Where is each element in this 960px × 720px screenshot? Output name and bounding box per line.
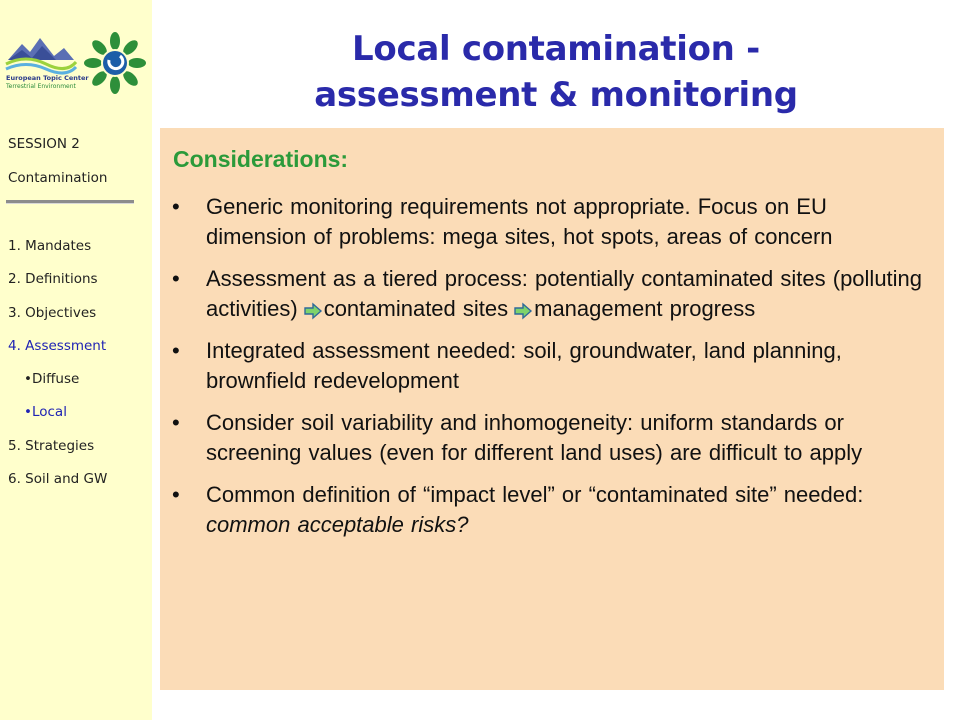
- bullet-dot: •: [172, 194, 180, 219]
- bullet-dot: •: [172, 482, 180, 507]
- bullet-text: Integrated assessment needed: soil, groundwater, land planning, brownfield redevelopment: [206, 338, 842, 393]
- considerations-heading: Considerations:: [173, 146, 349, 172]
- nav-item-diffuse[interactable]: •Diffuse: [24, 371, 80, 388]
- slide-title-line2: assessment & monitoring: [314, 75, 798, 115]
- logo-area: [0, 30, 152, 100]
- nav-item-mandates[interactable]: 1. Mandates: [8, 238, 92, 254]
- nav-item-soil-and-gw[interactable]: 6. Soil and GW: [8, 471, 108, 488]
- bullet-list: [172, 192, 932, 552]
- etc-logo: [6, 30, 89, 92]
- bullet-item: [172, 264, 932, 324]
- session-topic: Contamination: [8, 170, 108, 186]
- sidebar-divider: [6, 200, 134, 204]
- bullet-text: Assessment as a tiered process: potentially contaminated sites (polluting activities): [206, 266, 923, 321]
- nav-item-local[interactable]: •Local: [24, 404, 67, 421]
- environment-flower-logo: [84, 32, 146, 94]
- bullet-dot: •: [172, 266, 180, 291]
- bullet-item: [172, 192, 932, 252]
- svg-text:European Topic Center: European Topic Center: [6, 74, 89, 82]
- nav-item-strategies[interactable]: 5. Strategies: [8, 437, 95, 454]
- svg-text:Terrestrial Environment: Terrestrial Environment: [6, 83, 76, 90]
- bullet-text: Common definition of “impact level” or “contaminated site” needed:: [206, 482, 864, 507]
- nav-item-assessment[interactable]: 4. Assessment: [8, 337, 107, 354]
- nav-item-definitions[interactable]: 2. Definitions: [8, 271, 98, 288]
- bullet-dot: •: [172, 410, 180, 435]
- nav-item-objectives[interactable]: 3. Objectives: [8, 304, 97, 321]
- content-panel: [160, 128, 944, 690]
- bullet-item: [172, 480, 932, 540]
- bullet-text: Generic monitoring requirements not appropriate. Focus on EU dimension of problems: mega sites, hot spots, areas of concern: [206, 194, 833, 249]
- arrow-right-icon: [304, 303, 322, 319]
- bullet-item: [172, 336, 932, 396]
- bullet-dot: •: [172, 338, 180, 363]
- slide-title: [160, 26, 952, 118]
- sidebar: [0, 0, 152, 720]
- bullet-text: management progress: [534, 296, 756, 321]
- bullet-item: [172, 408, 932, 468]
- slide-title-line1: Local contamination -: [352, 29, 760, 69]
- bullet-text-italic: common acceptable risks?: [206, 512, 469, 537]
- bullet-text: contaminated sites: [323, 296, 509, 321]
- bullet-text: Consider soil variability and inhomogeneity: uniform standards or screening values (even for different land uses) are difficult to apply: [206, 410, 863, 465]
- sidebar-nav: [8, 236, 148, 502]
- arrow-right-icon: [514, 303, 532, 319]
- session-block: [8, 134, 136, 202]
- session-label: SESSION 2: [8, 136, 80, 152]
